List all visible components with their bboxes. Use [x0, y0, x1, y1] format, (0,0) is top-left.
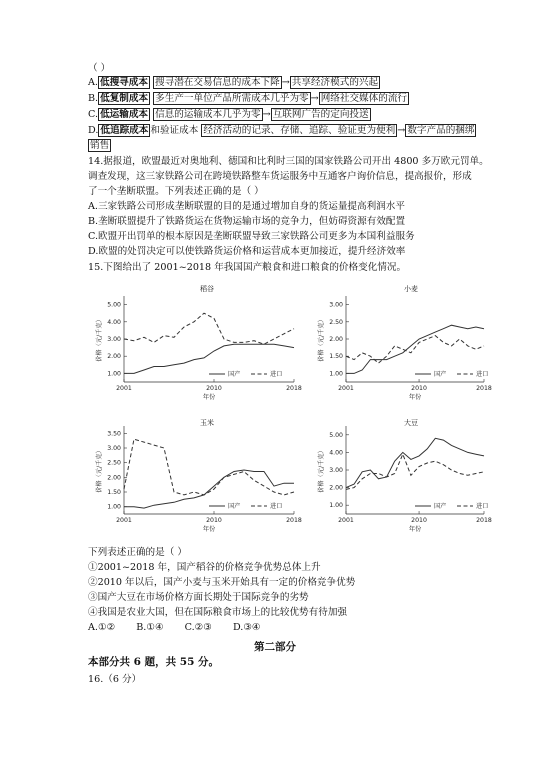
- option-mid: 和验证成本: [150, 125, 199, 136]
- part-intro: 本部分共 6 题，共 55 分。: [88, 656, 220, 668]
- option-letter: D.: [88, 125, 99, 136]
- choice-b: B.①④: [136, 622, 164, 633]
- option-desc: 信息的运输成本几乎为零: [155, 109, 261, 120]
- x-tick-label: 2001: [116, 385, 132, 392]
- q15-statement-4: ④我国是农业大国，但在国际粮食市场上的比较优势有待加强: [88, 607, 348, 618]
- part-title: 第二部分: [254, 641, 296, 653]
- choice-d: D.③④: [232, 622, 261, 633]
- legend-label: 进口: [270, 371, 283, 378]
- option-d-wrap: [88, 140, 111, 152]
- q15-statement-3: ③国产大豆在市场价格方面长期处于国际竞争的劣势: [88, 592, 309, 603]
- y-axis-label: 价格（元/千克）: [96, 447, 103, 493]
- y-tick-label: 2.00: [329, 484, 343, 492]
- option-letter: B.: [88, 93, 99, 104]
- q14-option-a: A.三家铁路公司形成垄断联盟的目的是通过增加自身的货运量提高利润水平: [88, 201, 405, 212]
- x-tick-label: 2018: [476, 517, 492, 524]
- y-tick-label: 3.00: [329, 467, 343, 474]
- option-desc: 多生产一单位产品所需成本几乎为零: [155, 93, 309, 104]
- option-d-wrap-text: 销售: [90, 140, 110, 151]
- q14-stem-1: 14.据报道，欧盟最近对奥地利、德国和比利时三国的国家铁路公司开出 4800 多万欧元罚单。: [88, 156, 489, 167]
- y-axis-label: 价格（元/千克）: [318, 447, 325, 493]
- y-tick-label: 3.00: [329, 301, 343, 309]
- option-term: 低搜寻成本: [99, 77, 148, 88]
- q15-statement-2: ②2010 年以后，国产小麦与玉米开始具有一定的价格竞争优势: [88, 577, 356, 588]
- option-d: [88, 125, 476, 137]
- series-line-domestic: [346, 325, 484, 373]
- series-line-imported: [346, 454, 484, 489]
- y-tick-label: 1.50: [329, 353, 343, 361]
- option-letter: C.: [88, 109, 99, 120]
- chart-soybean: [310, 410, 500, 540]
- x-axis-label: 年份: [202, 526, 216, 533]
- y-tick-label: 3.50: [107, 430, 121, 438]
- x-tick-label: 2001: [338, 385, 354, 392]
- y-tick-label: 4.00: [329, 449, 343, 457]
- x-axis-label: 年份: [408, 394, 422, 401]
- series-line-imported: [124, 439, 294, 495]
- x-tick-label: 2001: [116, 517, 132, 524]
- option-term: 低追踪成本: [100, 125, 149, 136]
- option-c: [88, 109, 371, 121]
- option-term: 低复制成本: [100, 93, 149, 104]
- x-tick-label: 2001: [338, 517, 354, 524]
- q13-paren-text: （ ）: [88, 63, 111, 74]
- y-tick-label: 2.50: [329, 318, 343, 326]
- y-tick-label: 1.00: [329, 502, 343, 510]
- option-result: 共享经济模式的兴起: [291, 77, 379, 88]
- series-line-domestic: [124, 344, 294, 373]
- option-b: [88, 93, 409, 105]
- option-result: 数字产品的捆绑: [407, 125, 475, 136]
- q14-stem-3: 了一个垄断联盟。下列表述正确的是（ ）: [88, 186, 264, 197]
- legend-label: 国产: [228, 503, 241, 510]
- chart-svg: [88, 410, 310, 540]
- chart-svg: [310, 280, 500, 408]
- y-tick-label: 3.00: [107, 336, 121, 343]
- q15-question: 下列表述正确的是（ ）: [88, 547, 187, 558]
- y-tick-label: 1.00: [329, 370, 343, 378]
- x-tick-label: 2010: [206, 517, 222, 524]
- chart-corn: [88, 410, 310, 540]
- arrow-icon: →: [310, 93, 319, 104]
- series-line-domestic: [346, 438, 484, 487]
- legend-label: 国产: [434, 503, 447, 510]
- y-axis-label: 价格（元/千克）: [318, 316, 325, 362]
- y-tick-label: 1.50: [107, 489, 121, 496]
- series-line-imported: [124, 313, 294, 344]
- legend-label: 国产: [228, 371, 241, 378]
- legend-label: 国产: [434, 371, 447, 378]
- chart-title: 小麦: [404, 285, 418, 293]
- arrow-icon: →: [262, 109, 271, 120]
- legend-label: 进口: [476, 371, 489, 378]
- chart-title: 玉米: [200, 419, 214, 427]
- legend-label: 进口: [270, 503, 283, 510]
- x-axis-label: 年份: [408, 526, 422, 533]
- series-line-imported: [346, 336, 484, 364]
- chart-title: 大豆: [404, 419, 418, 427]
- y-tick-label: 2.00: [107, 474, 121, 482]
- option-desc: 经济活动的记录、存储、追踪、验证更为便利: [203, 125, 396, 136]
- chart-svg: [310, 410, 500, 540]
- q16-header: 16.（6 分）: [88, 674, 142, 685]
- chart-rice: [88, 280, 310, 408]
- option-desc: 搜寻潜在交易信息的成本下降: [155, 77, 280, 88]
- y-tick-label: 1.00: [107, 503, 121, 511]
- y-tick-label: 2.00: [329, 336, 343, 343]
- y-tick-label: 3.00: [107, 445, 121, 452]
- q14-option-b: B.垄断联盟提升了铁路货运在货物运输市场的竞争力，但妨碍资源有效配置: [88, 216, 406, 227]
- x-tick-label: 2010: [411, 385, 427, 392]
- y-tick-label: 5.00: [329, 431, 343, 439]
- q14-option-d: D.欧盟的处罚决定可以使铁路货运价格和运营成本更加接近，提升经济效率: [88, 246, 406, 257]
- q14-option-c: C.欧盟开出罚单的根本原因是垄断联盟导致三家铁路公司更多为本国利益服务: [88, 231, 415, 242]
- chart-wheat: [310, 280, 500, 408]
- chart-svg: [88, 280, 310, 408]
- option-result: 网络社交媒体的流行: [320, 93, 408, 104]
- y-tick-label: 4.00: [107, 318, 121, 326]
- x-tick-label: 2018: [286, 385, 302, 392]
- y-tick-label: 2.00: [107, 353, 121, 361]
- option-term: 低运输成本: [100, 109, 149, 120]
- x-tick-label: 2018: [476, 385, 492, 392]
- q15-statement-1: ①2001~2018 年，国产稻谷的价格竞争优势总体上升: [88, 562, 321, 573]
- x-tick-label: 2018: [286, 517, 302, 524]
- y-axis-label: 价格（元/千克）: [96, 316, 103, 362]
- x-axis-label: 年份: [202, 394, 216, 401]
- choice-a: A.①②: [88, 622, 116, 633]
- y-tick-label: 5.00: [107, 301, 121, 309]
- choice-c: C.②③: [184, 622, 212, 633]
- q15-choices: [88, 622, 261, 634]
- chart-title: 稻谷: [200, 285, 214, 293]
- x-tick-label: 2010: [411, 517, 427, 524]
- y-tick-label: 2.50: [107, 459, 121, 467]
- y-tick-label: 1.00: [107, 370, 121, 378]
- q15-stem: 15.下图给出了 2001~2018 年我国国产粮食和进口粮食的价格变化情况。: [88, 262, 407, 273]
- legend-label: 进口: [476, 503, 489, 510]
- q14-stem-2: 调查发现，这三家铁路公司在跨境铁路整车货运服务中互通客户询价信息，提高报价，形成: [88, 171, 472, 182]
- q13-paren: [88, 63, 110, 75]
- arrow-icon: →: [397, 125, 406, 136]
- x-tick-label: 2010: [206, 385, 222, 392]
- option-result: 互联网广告的定向投送: [272, 109, 369, 120]
- option-letter: A.: [88, 77, 98, 88]
- arrow-icon: →: [281, 77, 290, 88]
- option-a: [88, 77, 380, 89]
